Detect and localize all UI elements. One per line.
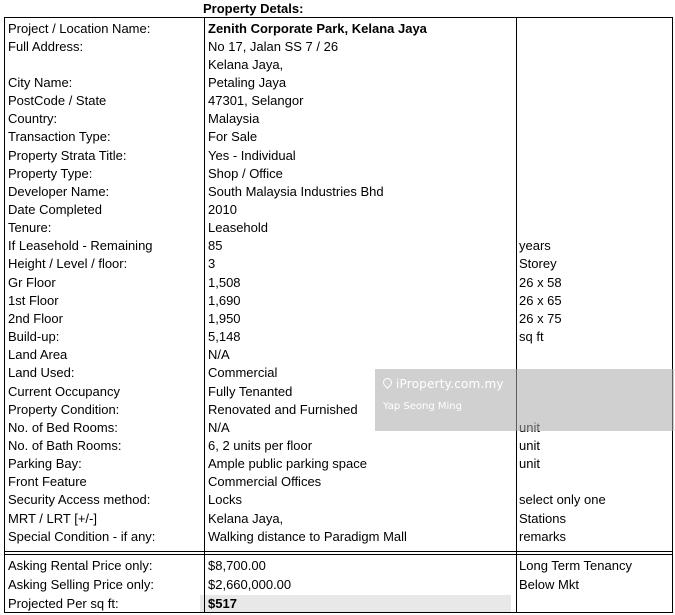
row-label: If Leasehold - Remaining — [8, 238, 153, 254]
detail-row — [5, 56, 672, 74]
detail-row — [5, 165, 672, 183]
row-value: Kelana Jaya, — [208, 510, 284, 526]
row-value: Zenith Corporate Park, Kelana Jaya — [208, 20, 427, 36]
row-extra: unit — [519, 456, 540, 472]
row-value: Walking distance to Paradigm Mall — [208, 528, 407, 544]
row-label: MRT / LRT [+/-] — [8, 510, 97, 526]
row-value: Leasehold — [208, 220, 268, 236]
row-extra — [519, 595, 671, 613]
row-extra — [519, 20, 671, 38]
row-label: Parking Bay: — [8, 456, 82, 472]
row-label: Land Area — [8, 347, 68, 363]
row-label: Asking Rental Price only: — [8, 558, 153, 573]
row-label: No. of Bed Rooms: — [8, 419, 118, 435]
row-value: Fully Tenanted — [208, 383, 293, 399]
row-value: For Sale — [208, 129, 258, 145]
detail-row — [5, 528, 672, 546]
detail-row — [5, 110, 672, 128]
row-extra — [519, 74, 671, 92]
row-value: Kelana Jaya, — [208, 56, 284, 72]
row-label: Projected Per sq ft: — [8, 596, 119, 611]
detail-row — [5, 92, 672, 110]
row-label: Date Completed — [8, 202, 102, 217]
row-label: Special Condition - if any: — [8, 528, 156, 544]
row-extra: unit — [519, 437, 540, 453]
row-extra — [519, 473, 671, 491]
row-value: $517 — [208, 596, 237, 611]
detail-row — [5, 310, 672, 328]
row-value: 47301, Selangor — [208, 93, 304, 109]
row-label: 1st Floor — [8, 292, 59, 308]
row-value: Yes - Individual — [208, 147, 296, 163]
detail-row — [5, 128, 672, 146]
detail-row — [5, 183, 672, 201]
row-label: Current Occupancy — [8, 383, 120, 399]
property-details-table — [4, 17, 673, 613]
row-label: Gr Floor — [8, 274, 56, 290]
row-label: Build-up: — [8, 329, 60, 345]
detail-row — [5, 346, 672, 364]
detail-row — [5, 437, 672, 455]
row-extra: 26 x 75 — [519, 310, 562, 326]
row-label: Property Type: — [8, 165, 93, 181]
row-label: Property Strata Title: — [8, 147, 127, 163]
detail-row — [5, 74, 672, 92]
row-label: 2nd Floor — [8, 310, 63, 326]
location-pin-icon — [381, 376, 394, 389]
row-extra: select only one — [519, 492, 606, 508]
row-value: 85 — [208, 238, 223, 254]
row-extra: 26 x 58 — [519, 274, 562, 290]
detail-row — [5, 237, 672, 255]
detail-row — [5, 292, 672, 310]
row-extra: sq ft — [519, 329, 544, 345]
row-label — [8, 56, 202, 74]
row-value: 3 — [208, 256, 216, 272]
row-label: PostCode / State — [8, 93, 107, 109]
detail-row — [5, 473, 672, 491]
row-extra — [519, 165, 671, 183]
watermark-user: Yap Seong Ming — [383, 401, 462, 412]
row-extra: Stations — [519, 510, 566, 526]
row-label: Transaction Type: — [8, 129, 111, 145]
row-value: South Malaysia Industries Bhd — [208, 183, 384, 199]
row-value: 5,148 — [208, 329, 241, 345]
row-extra: 26 x 65 — [519, 292, 562, 308]
row-value: 6, 2 units per floor — [208, 437, 313, 453]
row-extra: Storey — [519, 256, 557, 272]
detail-row — [5, 255, 672, 273]
row-extra — [519, 38, 671, 56]
row-label: Security Access method: — [8, 492, 151, 508]
row-label: Country: — [8, 111, 58, 127]
row-label: Full Address: — [8, 38, 84, 54]
row-extra — [519, 219, 671, 237]
detail-row — [5, 219, 672, 237]
watermark-brand — [383, 377, 504, 391]
detail-row — [5, 201, 672, 219]
row-value: Ample public parking space — [208, 456, 367, 472]
row-label: Land Used: — [8, 365, 75, 381]
detail-row — [5, 274, 672, 292]
watermark-brand-text: iProperty.com.my — [396, 377, 504, 391]
price-row — [5, 557, 672, 575]
detail-row — [5, 38, 672, 56]
row-extra — [519, 128, 671, 146]
row-label: No. of Bath Rooms: — [8, 437, 122, 453]
row-value: 2010 — [208, 202, 237, 217]
row-value: Petaling Jaya — [208, 74, 287, 90]
row-extra: years — [519, 238, 551, 254]
row-extra — [519, 183, 671, 201]
row-extra: Below Mkt — [519, 577, 579, 592]
row-extra — [519, 147, 671, 165]
row-extra — [519, 346, 671, 364]
row-extra: remarks — [519, 528, 566, 544]
price-row — [5, 595, 672, 613]
row-value: No 17, Jalan SS 7 / 26 — [208, 38, 339, 54]
detail-row — [5, 328, 672, 346]
detail-row — [5, 510, 672, 528]
row-extra: Long Term Tenancy — [519, 558, 632, 573]
page-title: Property Detals: — [203, 1, 304, 16]
section-divider-bottom — [5, 554, 672, 555]
row-value: $2,660,000.00 — [208, 577, 292, 592]
row-extra — [519, 92, 671, 110]
row-label: Front Feature — [8, 474, 87, 490]
row-label: City Name: — [8, 74, 73, 90]
row-label: Tenure: — [8, 220, 52, 236]
row-label: Asking Selling Price only: — [8, 577, 154, 592]
row-extra — [519, 110, 671, 128]
price-row — [5, 576, 672, 594]
row-value: $8,700.00 — [208, 558, 266, 573]
row-value: 1,690 — [208, 292, 241, 308]
row-value: Locks — [208, 492, 242, 508]
row-value: Commercial Offices — [208, 474, 322, 490]
row-value: Shop / Office — [208, 165, 283, 181]
row-value: 1,508 — [208, 274, 241, 290]
row-extra — [519, 56, 671, 74]
row-value: Commercial — [208, 365, 278, 381]
watermark-overlay — [375, 369, 674, 431]
row-label: Developer Name: — [8, 183, 110, 199]
detail-row — [5, 455, 672, 473]
detail-row — [5, 147, 672, 165]
row-value: Malaysia — [208, 111, 260, 127]
row-value: N/A — [208, 419, 230, 435]
section-divider-top — [5, 551, 672, 552]
row-extra — [519, 201, 671, 219]
row-value: 1,950 — [208, 310, 241, 326]
detail-row — [5, 491, 672, 509]
row-label: Height / Level / floor: — [8, 256, 128, 272]
row-label: Project / Location Name: — [8, 20, 151, 36]
row-value: Renovated and Furnished — [208, 401, 358, 417]
row-label: Property Condition: — [8, 401, 120, 417]
row-value: N/A — [208, 347, 230, 363]
detail-row — [5, 20, 672, 38]
